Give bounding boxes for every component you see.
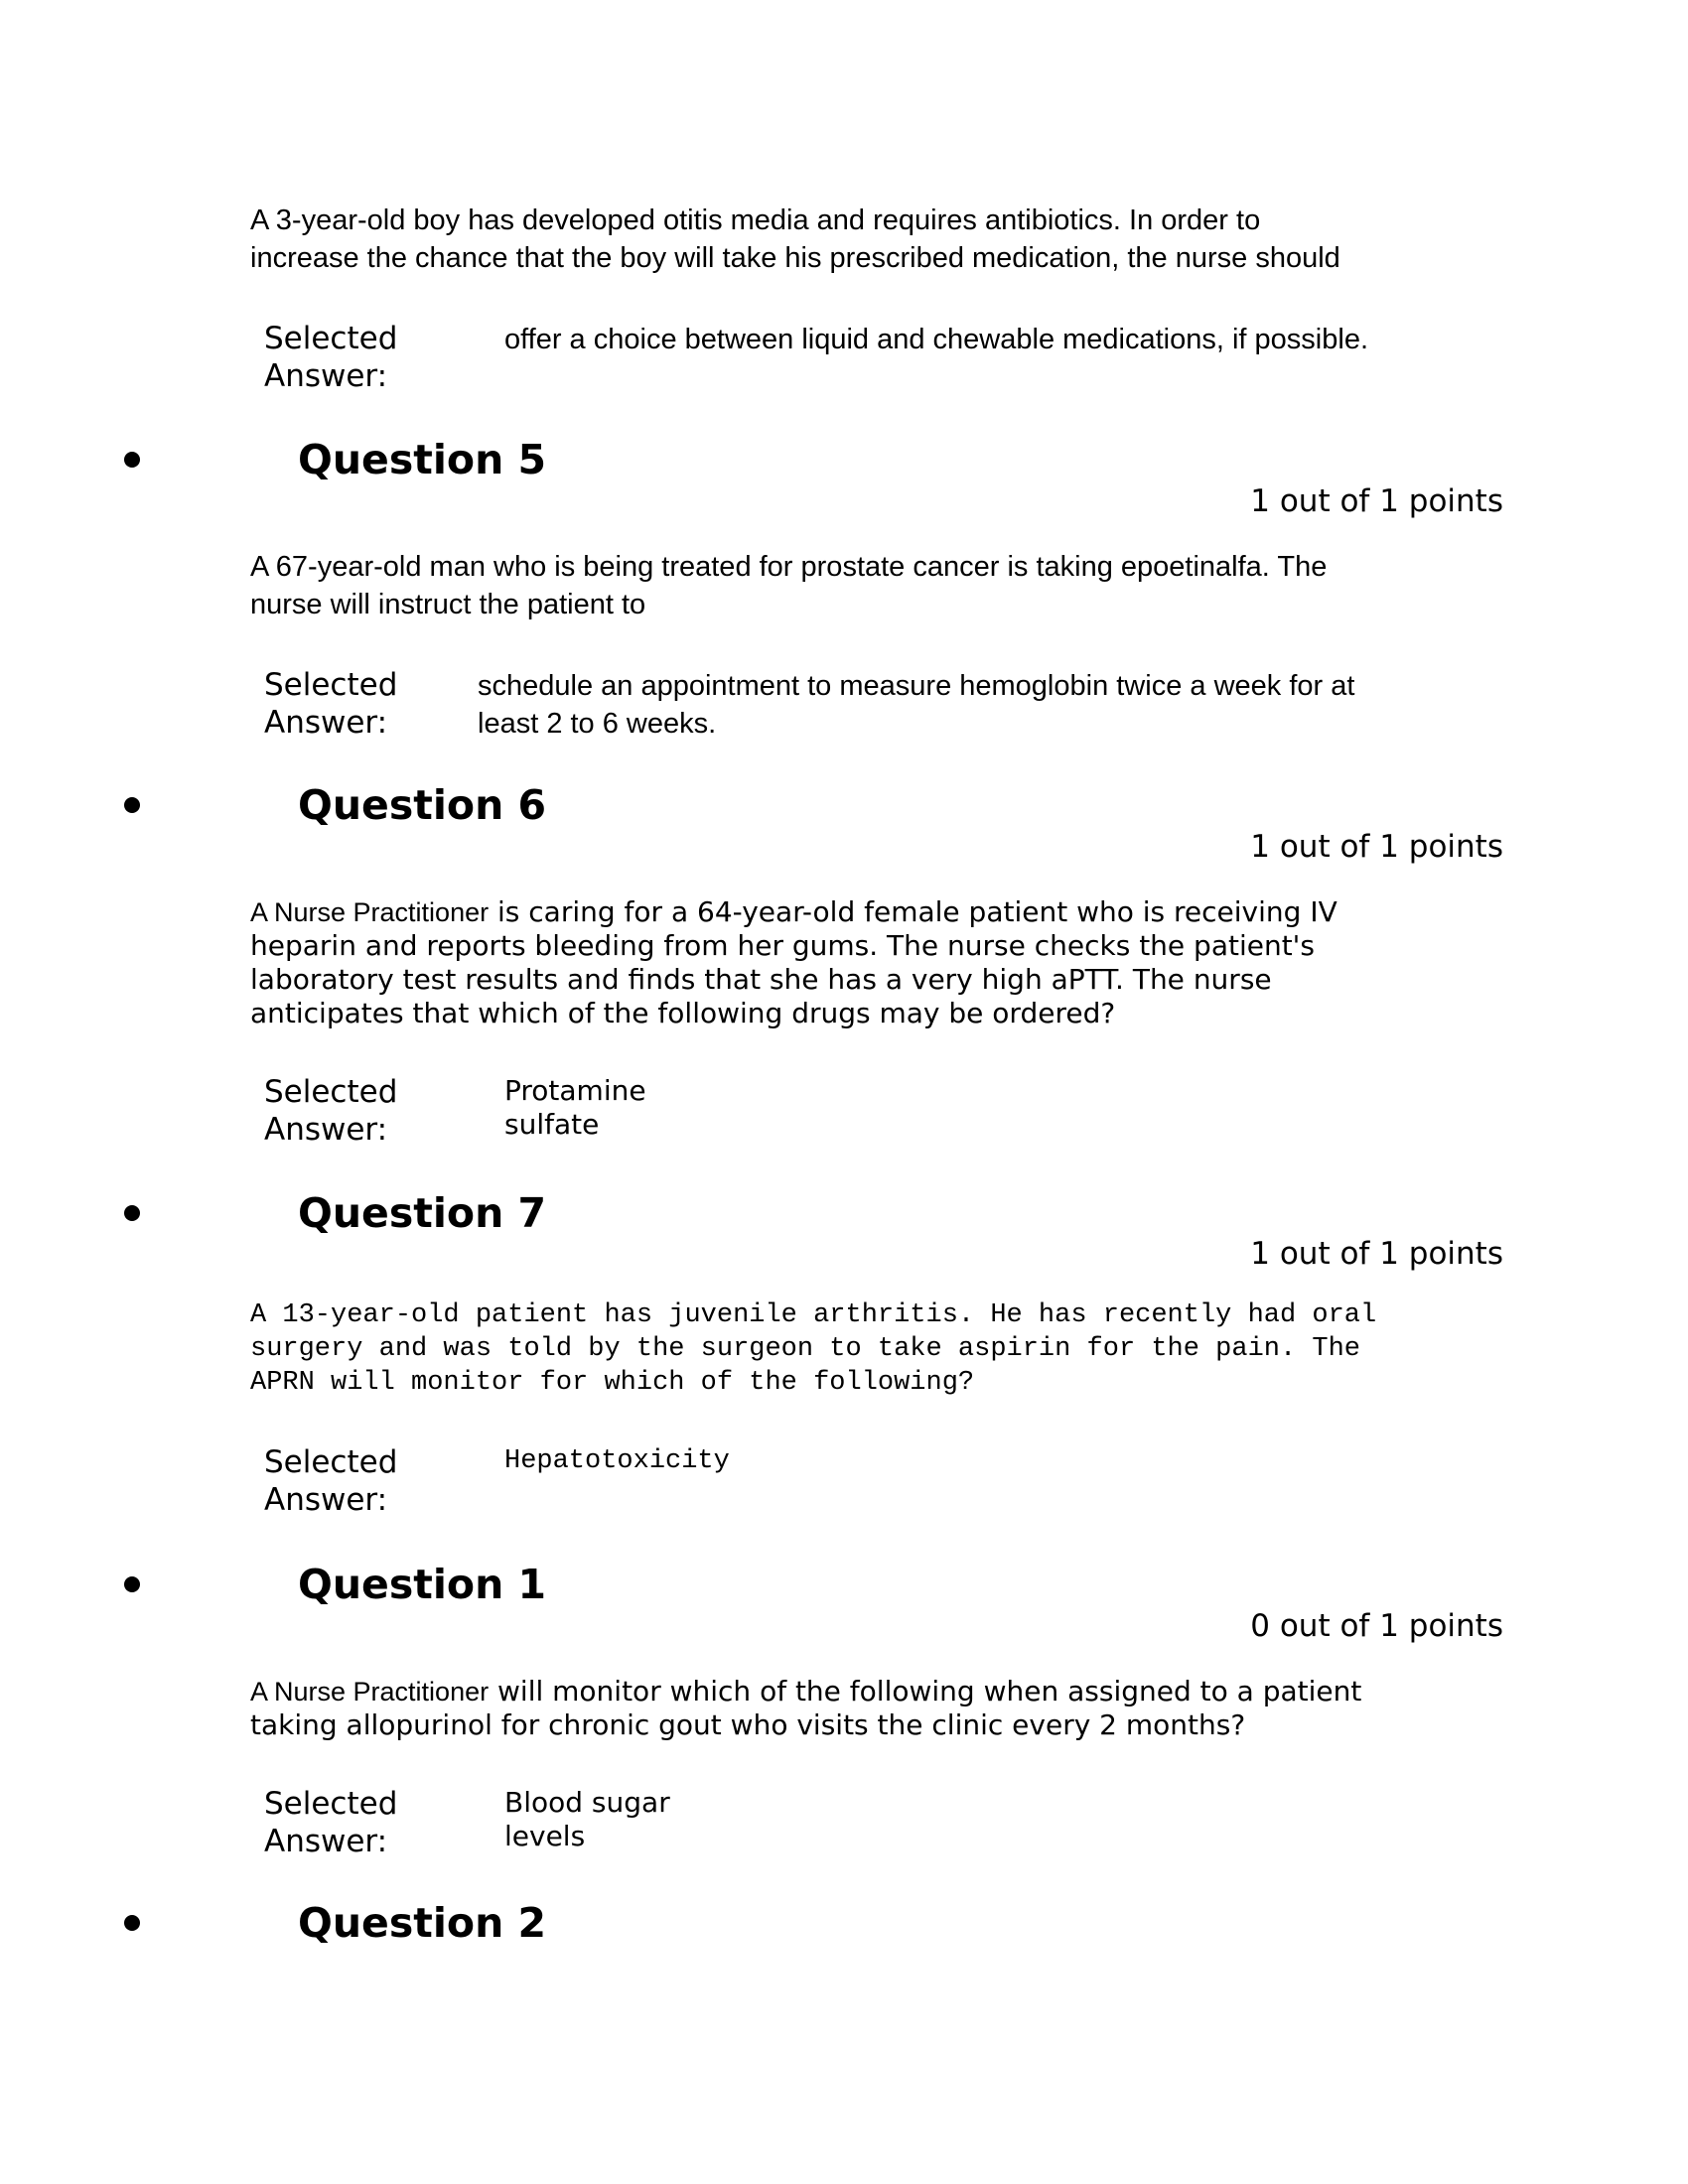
- points-score: 0 out of 1 points: [1250, 1608, 1503, 1644]
- question-text: A 67-year-old man who is being treated for prostate cancer is taking epoetinalfa. The nurse will instruct the patient to: [250, 551, 1328, 620]
- question-text: A 3-year-old boy has developed otitis media and requires antibiotics. In order to increase the chance that the boy will take his prescribed medication, the nurse should: [250, 205, 1340, 274]
- points-score: 1 out of 1 points: [1250, 483, 1503, 519]
- question-title: Question 1: [298, 1561, 547, 1608]
- points-score: 1 out of 1 points: [1250, 829, 1503, 865]
- question-text: A 13-year-old patient has juvenile arthritis. He has recently had oral surgery and was told by the surgeon to take aspirin for the pain. The APRN will monitor for which of the following?: [250, 1300, 1377, 1398]
- selected-answer-label: Selected Answer:: [264, 1074, 398, 1148]
- selected-answer-text: offer a choice between liquid and chewable medications, if possible.: [504, 324, 1368, 355]
- question-title: Question 7: [298, 1189, 547, 1237]
- selected-answer-label: Selected Answer:: [264, 321, 398, 394]
- question-text: A Nurse Practitioner is caring for a 64-year-old female patient who is receiving IV heparin and reports bleeding from her gums. The nurse checks the patient's laboratory test results and finds that she has a very high aPTT. The nurse anticipates that which of the following drugs may be ordered?: [250, 895, 1337, 1029]
- selected-answer-text: Hepatotoxicity: [504, 1446, 730, 1476]
- selected-answer-label: Selected Answer:: [264, 1444, 398, 1518]
- selected-answer-text: schedule an appointment to measure hemoglobin twice a week for at least 2 to 6 weeks.: [478, 670, 1355, 740]
- points-score: 1 out of 1 points: [1250, 1236, 1503, 1272]
- selected-answer-text: Blood sugar levels: [504, 1786, 670, 1852]
- bullet-icon: [124, 1205, 140, 1221]
- selected-answer-text: Protamine sulfate: [504, 1074, 646, 1141]
- selected-answer-label: Selected Answer:: [264, 667, 398, 741]
- role-text: A Nurse Practitioner: [250, 1677, 490, 1706]
- bullet-icon: [124, 1915, 140, 1931]
- question-title: Question 5: [298, 436, 547, 483]
- bullet-icon: [124, 452, 140, 468]
- question-title: Question 2: [298, 1899, 547, 1947]
- bullet-icon: [124, 1576, 140, 1592]
- role-text: A Nurse Practitioner: [250, 897, 490, 927]
- selected-answer-label: Selected Answer:: [264, 1786, 398, 1859]
- bullet-icon: [124, 797, 140, 813]
- question-text: A Nurse Practitioner will monitor which of the following when assigned to a patient taking allopurinol for chronic gout who visits the clinic every 2 months?: [250, 1675, 1362, 1741]
- question-title: Question 6: [298, 781, 547, 829]
